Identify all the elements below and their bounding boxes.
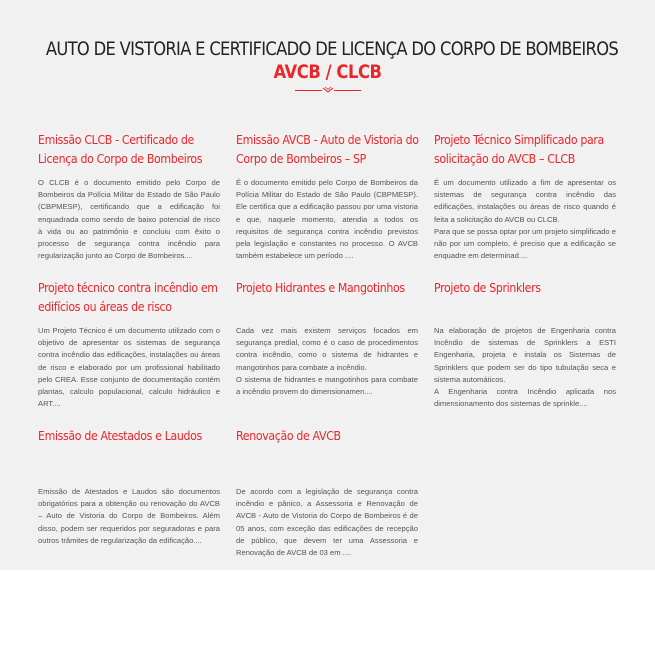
service-card-text: É o documento emitido pelo Corpo de Bombeiros da Polícia Militar do Estado de São Paulo (CBPMESP). Ele certifica que a edificação passou por uma vistoria e que, naquele momento, atendia a todos os requisitos de segurança contra incêndio previstos pela legislação e constantes no processo. O AVCB também estabelece um período .... (236, 178, 418, 261)
service-card-title[interactable]: Projeto Técnico Simplificado para solicitação do AVCB – CLCB (434, 132, 604, 166)
service-card-title[interactable]: Renovação de AVCB (236, 428, 341, 443)
service-card-hidrantes[interactable] (236, 278, 418, 398)
service-card-avcb[interactable] (236, 130, 418, 262)
chevron-down-icon (322, 86, 334, 94)
service-card-text: Um Projeto Técnico é um documento utilizado com o objetivo de apresentar os sistemas de segurança contra incêndio das edificações, instalações ou áreas de risco e elaborado por um profissional habilitado pelo CREA. Esse conjunto de documentação contém plantas, calculo populacional, calculo hidráulico e ART.... (38, 326, 220, 409)
service-card-text: O CLCB é o documento emitido pelo Corpo de Bombeiros da Polícia Militar do Estado de São Paulo (CBPMESP), certificando que a edificação foi enquadrada como sendo de baixo potencial de risco à vida ou ao patrimônio e concluiu com êxito o processo de segurança contra incêndio para regularização junto ao Corpo de Bombeiros.... (38, 178, 220, 261)
service-card-title[interactable]: Projeto Hidrantes e Mangotinhos (236, 280, 405, 295)
service-card-title[interactable]: Emissão AVCB - Auto de Vistoria do Corpo de Bombeiros – SP (236, 132, 419, 166)
service-card-title[interactable]: Emissão CLCB - Certificado de Licença do Corpo de Bombeiros (38, 132, 203, 166)
page-title: AUTO DE VISTORIA E CERTIFICADO DE LICENÇA DO CORPO DE BOMBEIROS (45, 38, 619, 60)
service-card-text: De acordo com a legislação de segurança contra incêndio e pânico, a Assessoria e Renovação de AVCB - Auto de Vistoria do Corpo de Bombeiros é de 05 anos, com exceção das edificações de recepção de público, que devem ter uma Assessoria e Renovação de AVCB de 03 em .... (236, 487, 418, 558)
service-card-clcb[interactable] (38, 130, 220, 262)
section-header (0, 0, 655, 96)
service-card-sprinklers[interactable] (434, 278, 616, 410)
service-card-text: Emissão de Atestados e Laudos são documentos obrigatórios para a obtenção ou renovação do AVCB – Auto de Vistoria do Corpo de Bombeiros. Além disso, podem ser requeridos por seguradoras e para outros trâmites de regularização da edificação.... (38, 487, 220, 545)
service-card-title[interactable]: Projeto técnico contra incêndio em edifícios ou áreas de risco (38, 280, 218, 314)
service-card-projeto-simplificado[interactable] (434, 130, 616, 262)
title-divider (295, 86, 361, 96)
service-card-text: É um documento utilizado a fim de apresentar os sistemas de segurança contra incêndio das edificações, instalações ou áreas de risco quando é feita a solicitação do AVCB ou CLCB. Para que se possa optar por um projeto simplificado e não por um completo, é preciso que a edificação se enquadre em determinad.... (434, 178, 616, 261)
service-card-title[interactable]: Emissão de Atestados e Laudos (38, 428, 202, 443)
page-subtitle: AVCB / CLCB (273, 61, 382, 83)
service-card-title[interactable]: Projeto de Sprinklers (434, 280, 541, 295)
service-card-atestados[interactable] (38, 426, 220, 547)
service-card-text: Na elaboração de projetos de Engenharia contra Incêndio de sistemas de Sprinklers a ESTI Engenharia, projeta e instala os Sistemas de Sprinklers que podem ser do tipo tubulação seca e sistema automáticos. A Engenharia contra Incêndio aplicada nos dimensionamento dos sistemas de sprinkle.... (434, 326, 616, 409)
service-card-text: Cada vez mais existem serviços focados em segurança predial, como é o caso de procedimentos contra incêndio, como o sistema de hidrantes e mangotinhos para combate a incêndio. O sistema de hidrantes e mangotinhos para combate a incêndio provem do dimensionamen.... (236, 326, 418, 397)
service-card-renovacao[interactable] (236, 426, 418, 559)
page-footer-area (0, 570, 655, 655)
service-card-projeto-tecnico[interactable] (38, 278, 220, 410)
